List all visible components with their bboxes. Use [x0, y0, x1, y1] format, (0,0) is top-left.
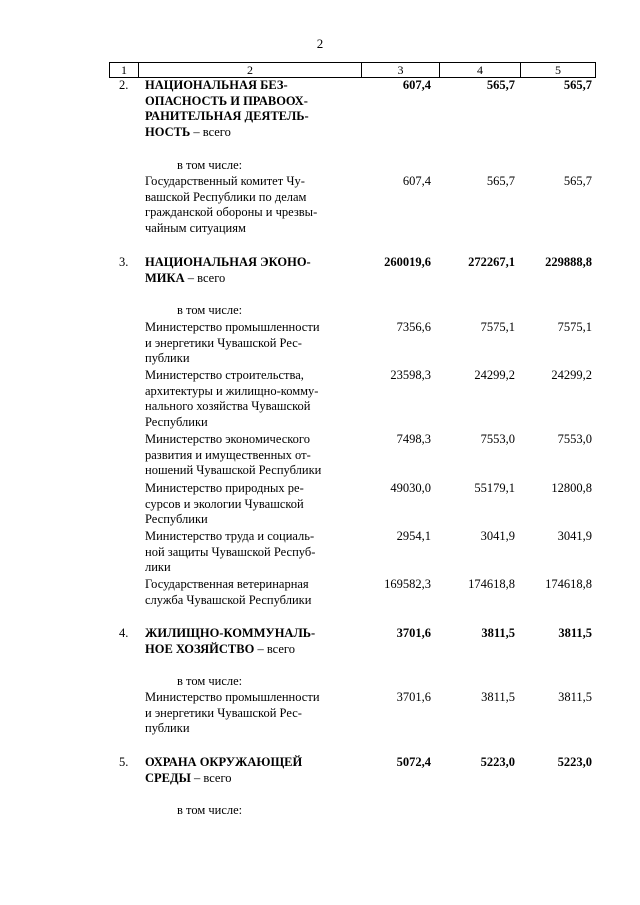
- value-col-3: 607,4: [402, 174, 431, 188]
- value-col-3: 7498,3: [396, 432, 431, 446]
- section-title: НАЦИОНАЛЬНАЯ ЭКОНО- МИКА – всего: [145, 255, 311, 285]
- value-col-3: 3701,6: [396, 690, 431, 704]
- value-col-3: 5072,4: [396, 755, 431, 769]
- value-col-5: 24299,2: [551, 368, 592, 382]
- header-col-2: 2: [138, 63, 361, 77]
- header-col-1: 1: [121, 63, 127, 77]
- value-col-5: 3811,5: [558, 626, 592, 640]
- title-line: ОПАСНОСТЬ И ПРАВООХ-: [145, 93, 308, 108]
- value-col-3: 2954,1: [396, 529, 431, 543]
- value-col-5: 5223,0: [557, 755, 592, 769]
- value-col-4: 272267,1: [468, 255, 515, 269]
- page-number: 2: [316, 36, 324, 51]
- value-col-5: 229888,8: [545, 255, 592, 269]
- value-col-4: 7575,1: [480, 320, 515, 334]
- value-col-4: 5223,0: [480, 755, 515, 769]
- section-title: ОХРАНА ОКРУЖАЮЩЕЙ СРЕДЫ – всего: [145, 755, 303, 785]
- section-title: [145, 78, 345, 140]
- value-col-5: 565,7: [563, 78, 592, 92]
- value-col-5: 3811,5: [558, 690, 592, 704]
- value-col-3: 7356,6: [396, 320, 431, 334]
- section-number: 5.: [119, 755, 129, 769]
- table-header: [109, 62, 596, 78]
- value-col-3: 3701,6: [396, 626, 431, 640]
- value-col-3: 49030,0: [390, 481, 431, 495]
- header-col-5: 5: [520, 63, 595, 77]
- value-col-5: 7553,0: [557, 432, 592, 446]
- item-name: Государственный комитет Чу- вашской Республики по делам гражданской обороны и чрезвы- чайным ситуациям: [145, 174, 318, 235]
- section-title: ЖИЛИЩНО-КОММУНАЛЬ- НОЕ ХОЗЯЙСТВО – всего: [145, 626, 316, 656]
- value-col-5: 12800,8: [551, 481, 592, 495]
- value-col-4: 7553,0: [480, 432, 515, 446]
- section-number: 2.: [119, 78, 129, 92]
- value-col-4: 3811,5: [481, 690, 515, 704]
- value-col-4: 24299,2: [474, 368, 515, 382]
- value-col-5: 174618,8: [545, 577, 592, 591]
- including-label: в том числе:: [177, 303, 243, 317]
- value-col-4: 3041,9: [480, 529, 515, 543]
- value-col-3: 260019,6: [384, 255, 431, 269]
- section-number: 4.: [119, 626, 129, 640]
- value-col-4: 565,7: [486, 174, 515, 188]
- value-col-5: 7575,1: [557, 320, 592, 334]
- header-col-3: 3: [361, 63, 439, 77]
- title-line: НОСТЬ – всего: [145, 124, 231, 139]
- including-label: в том числе:: [177, 158, 243, 172]
- value-col-3: 169582,3: [384, 577, 431, 591]
- value-col-3: 23598,3: [390, 368, 431, 382]
- value-col-4: 565,7: [486, 78, 515, 92]
- header-col-4: 4: [439, 63, 520, 77]
- value-col-4: 55179,1: [474, 481, 515, 495]
- value-col-5: 565,7: [563, 174, 592, 188]
- value-col-3: 607,4: [402, 78, 431, 92]
- value-col-4: 3811,5: [481, 626, 515, 640]
- value-col-5: 3041,9: [557, 529, 592, 543]
- section-number: 3.: [119, 255, 129, 269]
- including-label: в том числе:: [177, 803, 243, 817]
- including-label: в том числе:: [177, 674, 243, 688]
- title-line: РАНИТЕЛЬНАЯ ДЕЯТЕЛЬ-: [145, 109, 309, 123]
- title-line: НАЦИОНАЛЬНАЯ БЕЗ-: [145, 78, 288, 92]
- value-col-4: 174618,8: [468, 577, 515, 591]
